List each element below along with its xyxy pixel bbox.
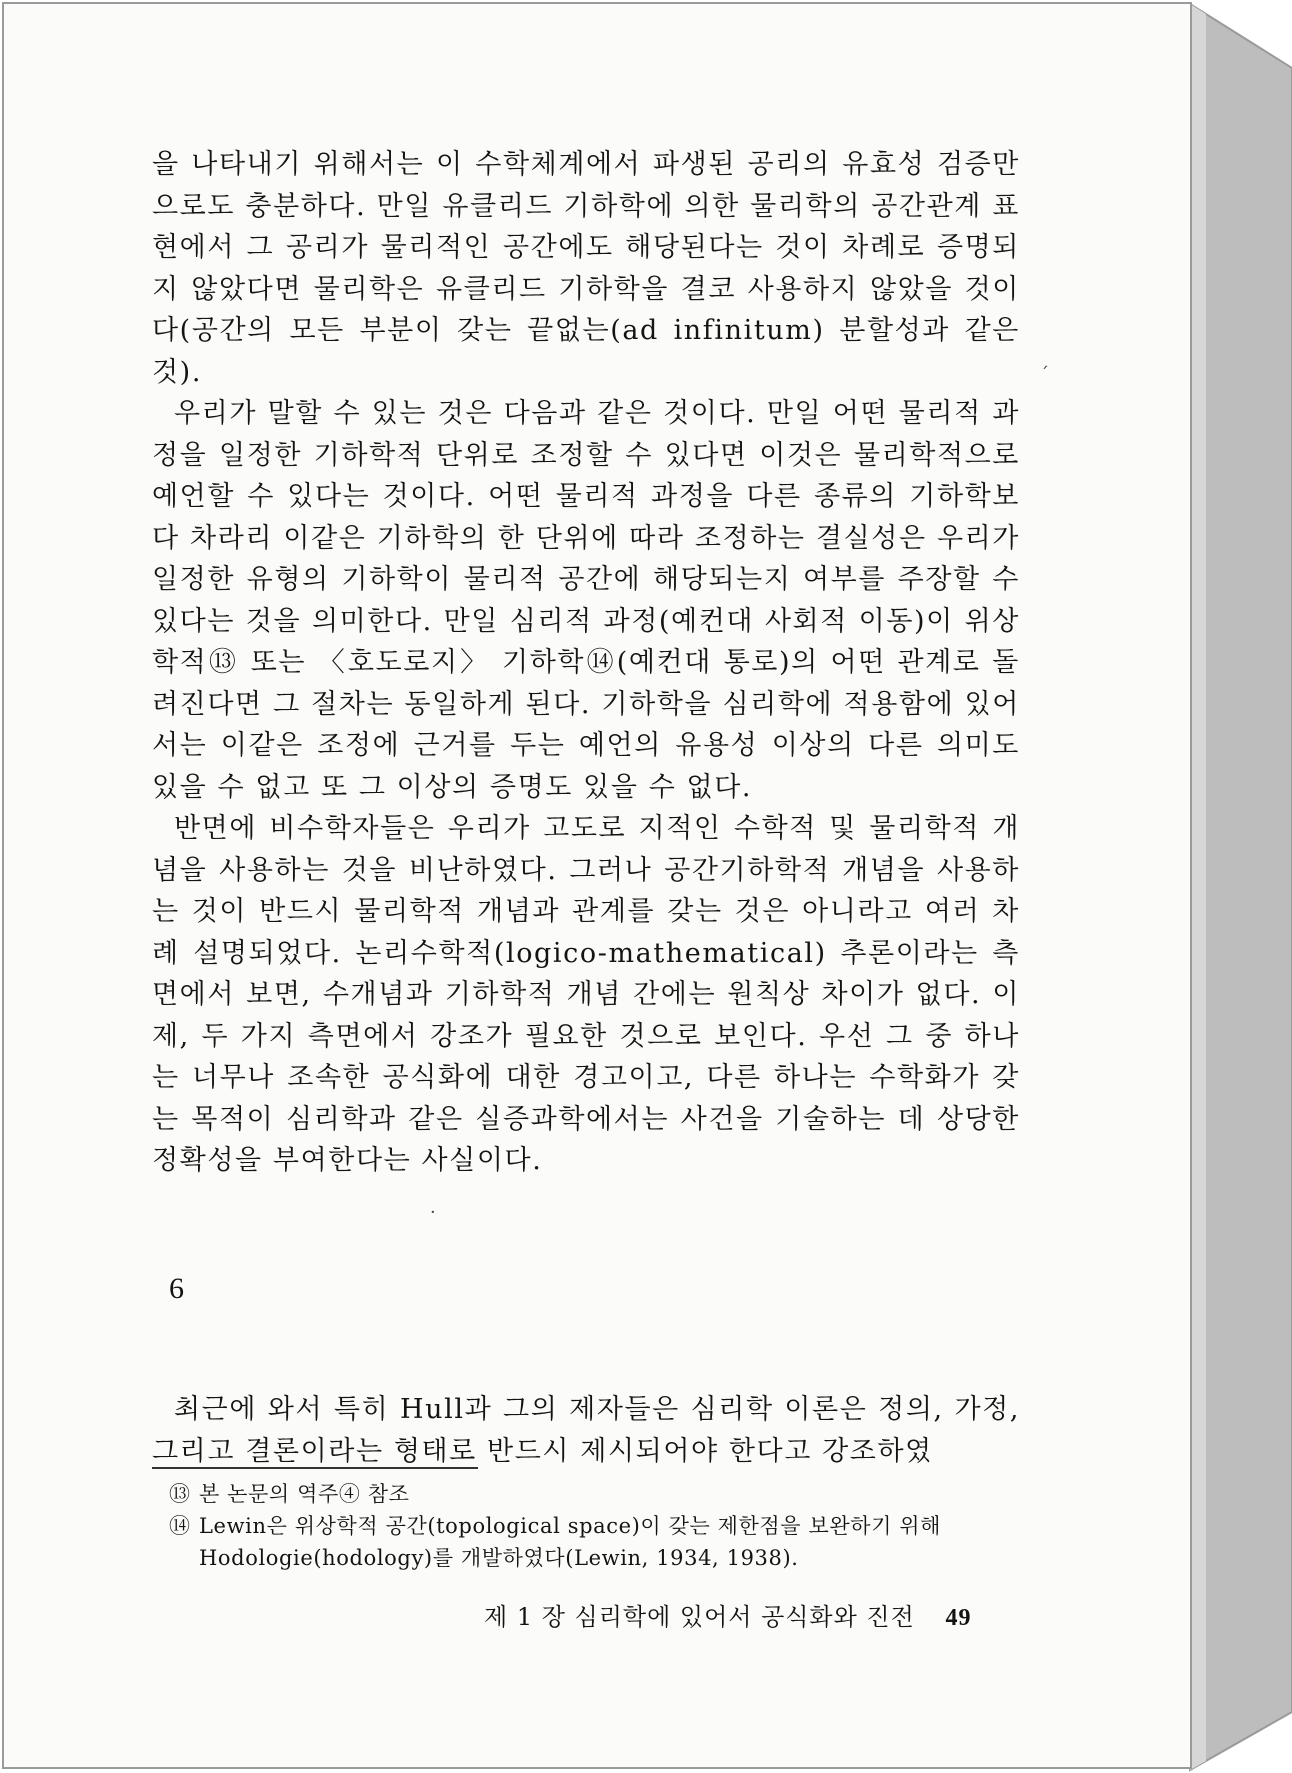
paragraph-3: 반면에 비수학자들은 우리가 고도로 지적인 수학적 및 물리학적 개념을 사용하는 것을 비난하였다. 그러나 공간기하학적 개념을 사용하는 것이 반드시 물리학적 개념과 관계를 갖는 것은 아니라고 여러 차례 설명되었다. 논리수학적(logico-mathematical) 추론이라는 측면에서 보면, 수개념과 기하학적 개념 간에는 원칙상 차이가 없다. 이제, 두 가지 측면에서 강조가 필요한 것으로 보인다. 우선 그 중 하나는 너무나 조속한 공식화에 대한 경고이고, 다른 하나는 수학화가 갖는 목적이 심리학과 같은 실증과학에서는 사건을 기술하는 데 상당한 정확성을 부여한다는 사실이다. <box>152 813 1020 1176</box>
footnote-13 <box>169 1478 1024 1510</box>
footnote-mark: ⑬ <box>169 1482 191 1506</box>
scan-speck: ˊ <box>1040 364 1049 385</box>
footnotes <box>169 1478 1024 1574</box>
scan-speck: · <box>430 1202 436 1223</box>
footnote-14 <box>169 1510 1024 1574</box>
footnote-text: Lewin은 위상학적 공간(topological space)이 갖는 제한점을 보완하기 위해 Hodologie(hodology)를 개발하였다(Lewin, 1934, 1938). <box>199 1514 942 1570</box>
running-footer <box>484 1597 1024 1632</box>
section-number: 6 <box>169 1272 184 1305</box>
body-text <box>152 144 1020 1182</box>
paragraph-1: 을 나타내기 위해서는 이 수학체계에서 파생된 공리의 유효성 검증만으로도 충분하다. 만일 유클리드 기하학에 의한 물리학의 공간관계 표현에서 그 공리가 물리적인 공간에도 해당된다는 것이 차례로 증명되지 않았다면 물리학은 유클리드 기하학을 결코 사용하지 않았을 것이다(공간의 모든 부분이 갖는 끝없는(ad infinitum) 분할성과 같은 것). <box>152 149 1020 388</box>
book-side-highlight <box>1190 4 1206 1770</box>
section-paragraph: 최근에 와서 특히 Hull과 그의 제자들은 심리학 이론은 정의, 가정, 그리고 결론이라는 형태로 반드시 제시되어야 한다고 강조하였 <box>152 1394 1020 1467</box>
book-page <box>2 2 1192 1769</box>
footnote-text: 본 논문의 역주④ 참조 <box>199 1482 410 1506</box>
footnote-divider <box>152 1467 478 1469</box>
chapter-title: 제 1 장 심리학에 있어서 공식화와 진전 <box>484 1603 915 1631</box>
footnote-mark: ⑭ <box>169 1514 191 1538</box>
page-number: 49 <box>945 1605 972 1631</box>
paragraph-2: 우리가 말할 수 있는 것은 다음과 같은 것이다. 만일 어떤 물리적 과정을 일정한 기하학적 단위로 조정할 수 있다면 이것은 물리학적으로 예언할 수 있다는 것이다. 어떤 물리적 과정을 다른 종류의 기하학보다 차라리 이같은 기하학의 한 단위에 따라 조정하는 결실성은 우리가 일정한 유형의 기하학이 물리적 공간에 해당되는지 여부를 주장할 수 있다는 것을 의미한다. 만일 심리적 과정(예컨대 사회적 이동)이 위상학적⑬ 또는 〈호도로지〉 기하학⑭(예컨대 통로)의 어떤 관계로 돌려진다면 그 절차는 동일하게 된다. 기하학을 심리학에 적용함에 있어서는 이같은 조정에 근거를 두는 예언의 유용성 이상의 다른 의미도 있을 수 없고 또 그 이상의 증명도 있을 수 없다. <box>152 398 1020 803</box>
